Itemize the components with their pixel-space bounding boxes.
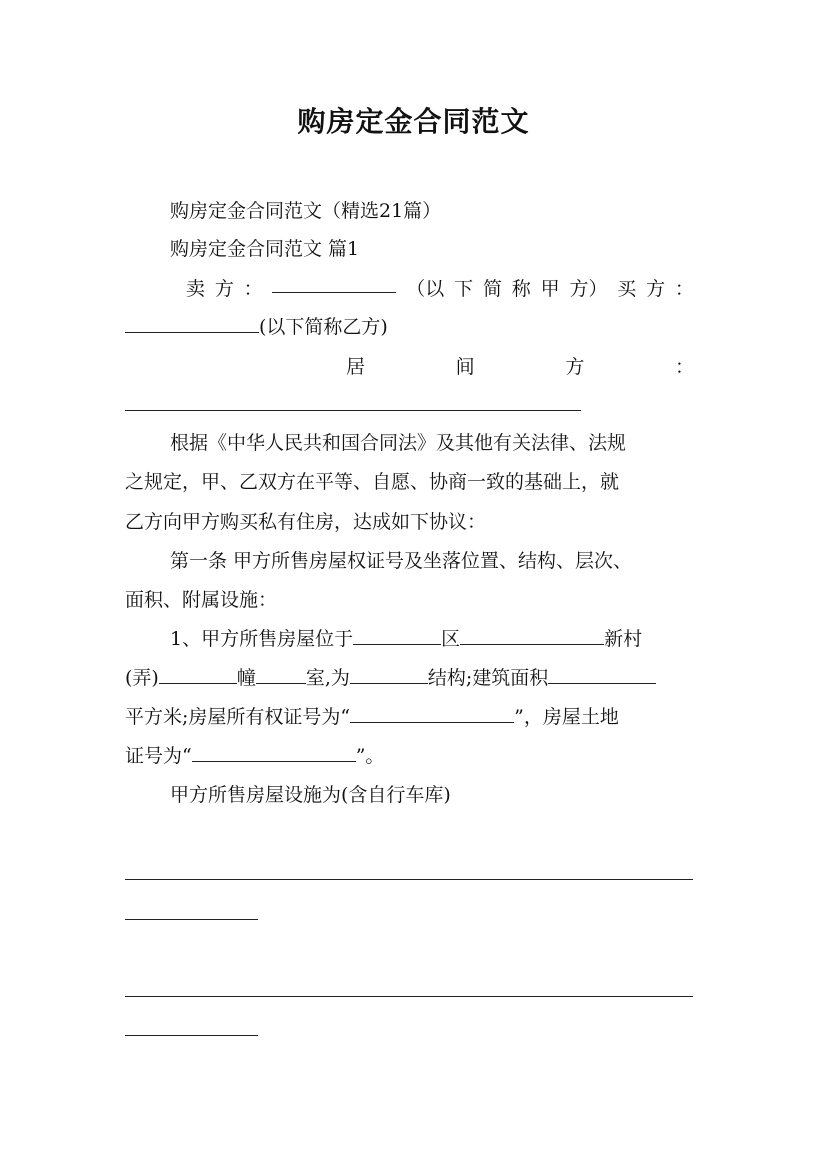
broker-line	[346, 352, 694, 382]
broker-name-blank	[125, 410, 581, 411]
item-line	[170, 624, 642, 654]
item-text: 幢	[236, 667, 256, 689]
district-blank	[460, 626, 604, 645]
location-blank	[353, 626, 441, 645]
article-line: 面积、附属设施：	[125, 589, 278, 611]
parties-line	[186, 274, 694, 304]
facilities-blank-line	[125, 879, 693, 880]
item-text: (弄)	[125, 667, 159, 689]
seller-char: 方）	[569, 278, 608, 300]
ownership-cert-blank	[350, 704, 514, 723]
item-text: ”，房屋土地	[514, 706, 619, 728]
seller-char: 甲	[540, 278, 560, 300]
facilities-blank-line	[125, 996, 693, 997]
buyer-line	[125, 312, 388, 342]
page-title: 购房定金合同范文	[297, 105, 530, 138]
buyer-suffix: (以下简称乙方)	[259, 316, 388, 338]
lane-blank	[159, 665, 237, 684]
paragraph-line: 乙方向甲方购买私有住房，达成如下协议：	[125, 511, 487, 533]
buyer-char: 买	[617, 278, 637, 300]
seller-char: 简	[482, 278, 502, 300]
facilities-text: 甲方所售房屋设施为(含自行车库)	[170, 784, 451, 806]
broker-char: 方	[565, 356, 585, 378]
structure-blank	[350, 665, 428, 684]
item-line	[125, 663, 656, 693]
buyer-name-blank	[125, 314, 259, 333]
buyer-char: 方	[646, 278, 666, 300]
building-blank	[256, 665, 306, 684]
paragraph-line: 之规定，甲、乙双方在平等、自愿、协商一致的基础上，就	[125, 471, 620, 493]
facilities-blank-line	[125, 919, 258, 920]
paragraph-line: 根据《中华人民共和国合同法》及其他有关法律、法规	[170, 432, 627, 454]
item-line	[125, 741, 384, 771]
facilities-blank-line	[125, 1035, 258, 1036]
broker-char: ：	[674, 356, 694, 378]
item-text: 1、甲方所售房屋位于	[170, 628, 354, 650]
item-text: 证号为“	[125, 745, 192, 767]
item-text: 平方米;房屋所有权证号为“	[125, 706, 351, 728]
item-text: ”。	[355, 745, 385, 767]
item-text: 区	[441, 628, 461, 650]
seller-char: ：	[243, 278, 263, 300]
seller-char: （以	[406, 278, 445, 300]
item-line	[125, 702, 619, 732]
article-line: 第一条 甲方所售房屋权证号及坐落位置、结构、层次、	[170, 550, 633, 572]
item-text: 新村	[604, 628, 643, 650]
broker-char: 居	[346, 356, 366, 378]
seller-char: 方	[214, 278, 234, 300]
item-text: 室,为	[305, 667, 350, 689]
item-text: 结构;建筑面积	[427, 667, 549, 689]
intro-text: 购房定金合同范文（精选21篇）	[170, 200, 442, 222]
area-blank	[548, 665, 656, 684]
seller-char: 称	[511, 278, 531, 300]
broker-char: 间	[455, 356, 475, 378]
land-cert-blank	[192, 743, 356, 762]
buyer-char: ：	[674, 278, 694, 300]
seller-char: 下	[454, 278, 474, 300]
seller-name-blank	[272, 274, 396, 293]
seller-char: 卖	[186, 278, 206, 300]
section-title: 购房定金合同范文 篇1	[170, 238, 360, 260]
